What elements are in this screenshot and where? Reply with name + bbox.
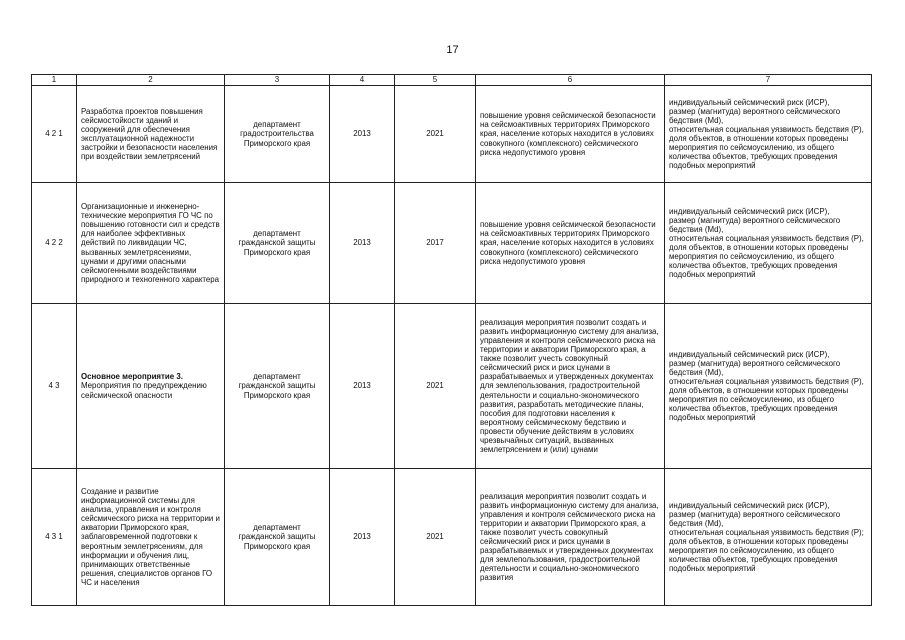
end-year: 2021: [395, 304, 476, 469]
indicators: [665, 86, 872, 183]
indicator-line: относительная социальная уязвимость бедствия (Р),: [669, 233, 864, 243]
column-header: 5: [395, 75, 476, 86]
responsible-department: департамент гражданской защиты Приморского края: [225, 183, 330, 304]
end-year: 2021: [395, 86, 476, 183]
column-header: 6: [476, 75, 665, 86]
row-code: 4 2 1: [32, 86, 77, 183]
table-row: [32, 304, 872, 469]
indicator-line: размер (магнитуда) вероятного сейсмического бедствия (Md),: [669, 106, 841, 125]
column-header: 2: [77, 75, 225, 86]
end-year: 2021: [395, 469, 476, 606]
responsible-department: департамент гражданской защиты Приморского края: [225, 469, 330, 606]
expected-result: реализация мероприятия позволит создать и развить информационную систему для анализа, управления и контроля сейсмического риска на территории и акватории Приморского края, а также позволит учесть совокупный сейсмический риск и риск цунами в разрабатываемых и утвержденных документах для землепользования, градостроительной деятельности и социально-экономического развития: [476, 469, 665, 606]
expected-result: реализация мероприятия позволит создать и развить информационную систему для анализа, управления и контроля сейсмического риска на территории и акватории Приморского края, а также позволит учесть совокупный сейсмический риск и риск цунами в разрабатываемых и утвержденных документах для землепользования, градостроительной деятельности и социально-экономического развития, разработать методические планы, пособия для подготовки населения к вероятному сейсмическому бедствию и провести обучение действиям в условиях чрезвычайных ситуаций, вызванных землетрясением и (или) цунами: [476, 304, 665, 469]
indicators: [665, 469, 872, 606]
indicator-line: индивидуальный сейсмический риск (ИСР),: [669, 97, 830, 107]
table-header-row: [32, 75, 872, 86]
indicator-line: доля объектов, в отношении которых проведены мероприятия по сейсмоусилению, из общего количества объектов, требующих проведения подобных мероприятий: [669, 386, 849, 423]
indicator-line: доля объектов, в отношении которых проведены мероприятия по сейсмоусилению, из общего количества объектов, требующих проведения подобных мероприятий: [669, 134, 849, 171]
indicator-line: относительная социальная уязвимость бедствия (Р),: [669, 124, 864, 134]
indicator-line: индивидуальный сейсмический риск (ИСР),: [669, 500, 830, 510]
row-code: 4 3 1: [32, 469, 77, 606]
row-code: 4 3: [32, 304, 77, 469]
start-year: 2013: [330, 469, 395, 606]
indicator-line: доля объектов, в отношении которых проведены мероприятия по сейсмоусилению, из общего количества объектов, требующих проведения подобных мероприятий: [669, 243, 849, 280]
column-header: 4: [330, 75, 395, 86]
table-row: [32, 469, 872, 606]
activity-title: Основное мероприятие 3.: [81, 372, 183, 382]
indicator-line: индивидуальный сейсмический риск (ИСР),: [669, 349, 830, 359]
row-code: 4 2 2: [32, 183, 77, 304]
expected-result: повышение уровня сейсмической безопасности на сейсмоактивных территориях Приморского края, население которых находится в условиях совокупного (комплексного) сейсмического риска недопустимого уровня: [476, 86, 665, 183]
indicator-line: размер (магнитуда) вероятного сейсмического бедствия (Md),: [669, 509, 841, 528]
end-year: 2017: [395, 183, 476, 304]
indicator-line: относительная социальная уязвимость бедствия (Р);: [669, 527, 864, 537]
page-number: 17: [446, 44, 459, 56]
responsible-department: департамент градостроительства Приморского края: [225, 86, 330, 183]
table-row: [32, 86, 872, 183]
indicators: [665, 183, 872, 304]
column-header: 1: [32, 75, 77, 86]
table-row: [32, 183, 872, 304]
start-year: 2013: [330, 86, 395, 183]
start-year: 2013: [330, 183, 395, 304]
responsible-department: департамент гражданской защиты Приморского края: [225, 304, 330, 469]
column-header: 7: [665, 75, 872, 86]
indicator-line: доля объектов, в отношении которых проведены мероприятия по сейсмоусилению, из общего количества объектов, требующих проведения подобных мероприятий: [669, 537, 849, 574]
indicator-line: индивидуальный сейсмический риск (ИСР),: [669, 206, 830, 216]
indicator-line: размер (магнитуда) вероятного сейсмического бедствия (Md),: [669, 358, 841, 377]
expected-result: повышение уровня сейсмической безопасности на сейсмоактивных территориях Приморского края, население которых находится в условиях совокупного (комплексного) сейсмического риска недопустимого уровня: [476, 183, 665, 304]
activities-table: [31, 74, 872, 606]
indicator-line: относительная социальная уязвимость бедствия (Р),: [669, 376, 864, 386]
activity-name: Организационные и инженерно-технические мероприятия ГО ЧС по повышению готовности сил и средств для наиболее эффективных действий по ликвидации ЧС, вызванных землетрясениями, цунами и другими опасными сейсмогенными воздействиями природного и техногенного характера: [77, 183, 225, 304]
activity-name: Создание и развитие информационной системы для анализа, управления и контроля сейсмического риска на территории и акватории Приморского края, заблаговременной подготовки к вероятным землетрясениям, для информации и обучения лиц, принимающих ответственные решения, специалистов органов ГО ЧС и населения: [77, 469, 225, 606]
indicator-line: размер (магнитуда) вероятного сейсмического бедствия (Md),: [669, 215, 841, 234]
activity-name: Мероприятия по предупреждению сейсмической опасности: [81, 381, 207, 400]
activity-name: Разработка проектов повышения сейсмостойкости зданий и сооружений для обеспечения эксплуатационной надежности застройки и безопасности населения при воздействии землетрясений: [77, 86, 225, 183]
activity-cell: [77, 304, 225, 469]
column-header: 3: [225, 75, 330, 86]
start-year: 2013: [330, 304, 395, 469]
indicators: [665, 304, 872, 469]
